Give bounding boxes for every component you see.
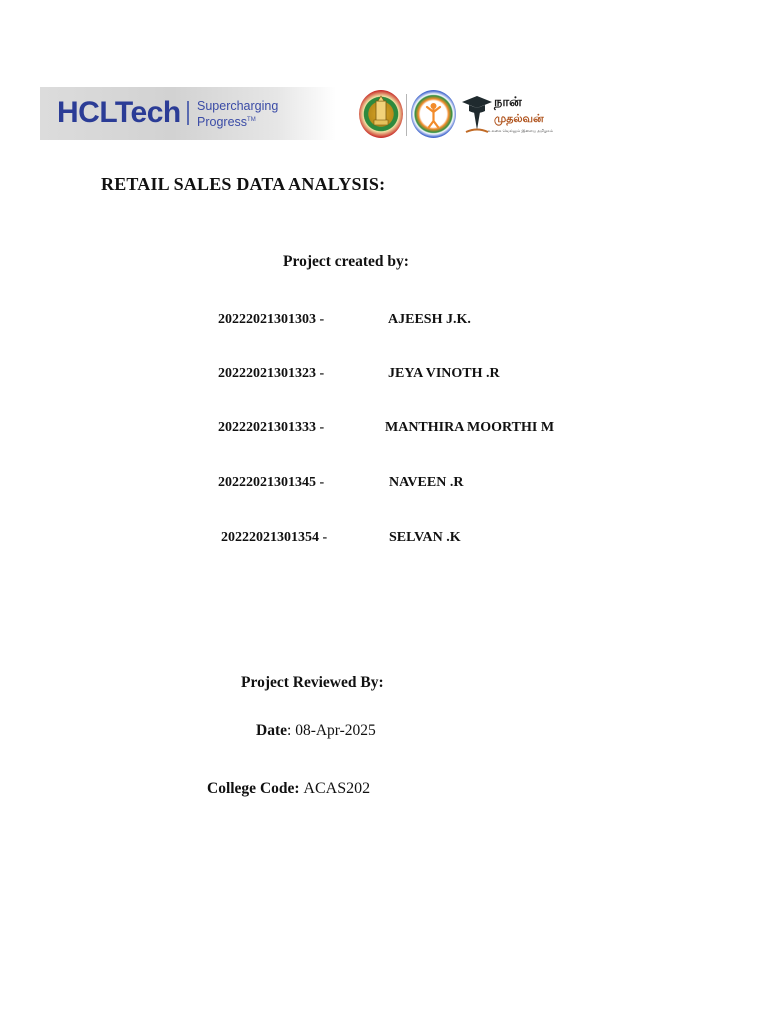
hcltech-tagline-progress: Progress <box>197 115 248 130</box>
member-id-5: 20222021301354 - <box>221 530 328 545</box>
hcltech-tagline <box>197 99 278 129</box>
member-id-1: 20222021301303 - <box>218 312 325 327</box>
naan-mudhalvan-title: நான் <box>494 95 522 110</box>
hcltech-tagline-line1: Supercharging <box>197 99 279 113</box>
member-name-5: SELVAN .K <box>389 530 461 545</box>
member-id-2: 20222021301323 - <box>218 366 325 381</box>
member-name-1: AJEESH J.K. <box>388 312 471 327</box>
college-code-line <box>207 780 370 798</box>
hcltech-logo-banner <box>40 87 336 140</box>
member-name-4: NAVEEN .R <box>389 475 464 490</box>
member-id-4: 20222021301345 - <box>218 475 325 490</box>
tamil-nadu-emblem-icon <box>359 90 403 138</box>
college-code-value: ACAS202 <box>303 780 371 797</box>
project-created-by-label: Project created by: <box>283 253 409 270</box>
date-label: Date <box>256 722 287 739</box>
logo-divider <box>406 94 407 136</box>
hcltech-wordmark: HCLTech <box>57 96 181 129</box>
hcltech-tagline-line2 <box>197 113 278 129</box>
date-value: 08-Apr-2025 <box>295 722 376 739</box>
date-separator: : <box>287 722 292 739</box>
project-reviewed-by-label: Project Reviewed By: <box>241 674 384 691</box>
naan-mudhalvan-subtitle: முதல்வன் <box>494 112 544 125</box>
member-name-3: MANTHIRA MOORTHI M <box>385 420 555 435</box>
date-line <box>256 722 376 740</box>
naan-mudhalvan-seal-icon <box>411 90 456 138</box>
trademark-mark: TM <box>247 117 256 123</box>
naan-mudhalvan-tagline: உலகை வெல்லும் இளைய தமிழகம் <box>488 128 553 133</box>
college-code-label: College Code: <box>207 780 300 797</box>
member-id-3: 20222021301333 - <box>218 420 325 435</box>
hcltech-logo-divider <box>187 101 189 125</box>
member-name-2: JEYA VINOTH .R <box>388 366 500 381</box>
document-title: RETAIL SALES DATA ANALYSIS: <box>101 174 386 194</box>
